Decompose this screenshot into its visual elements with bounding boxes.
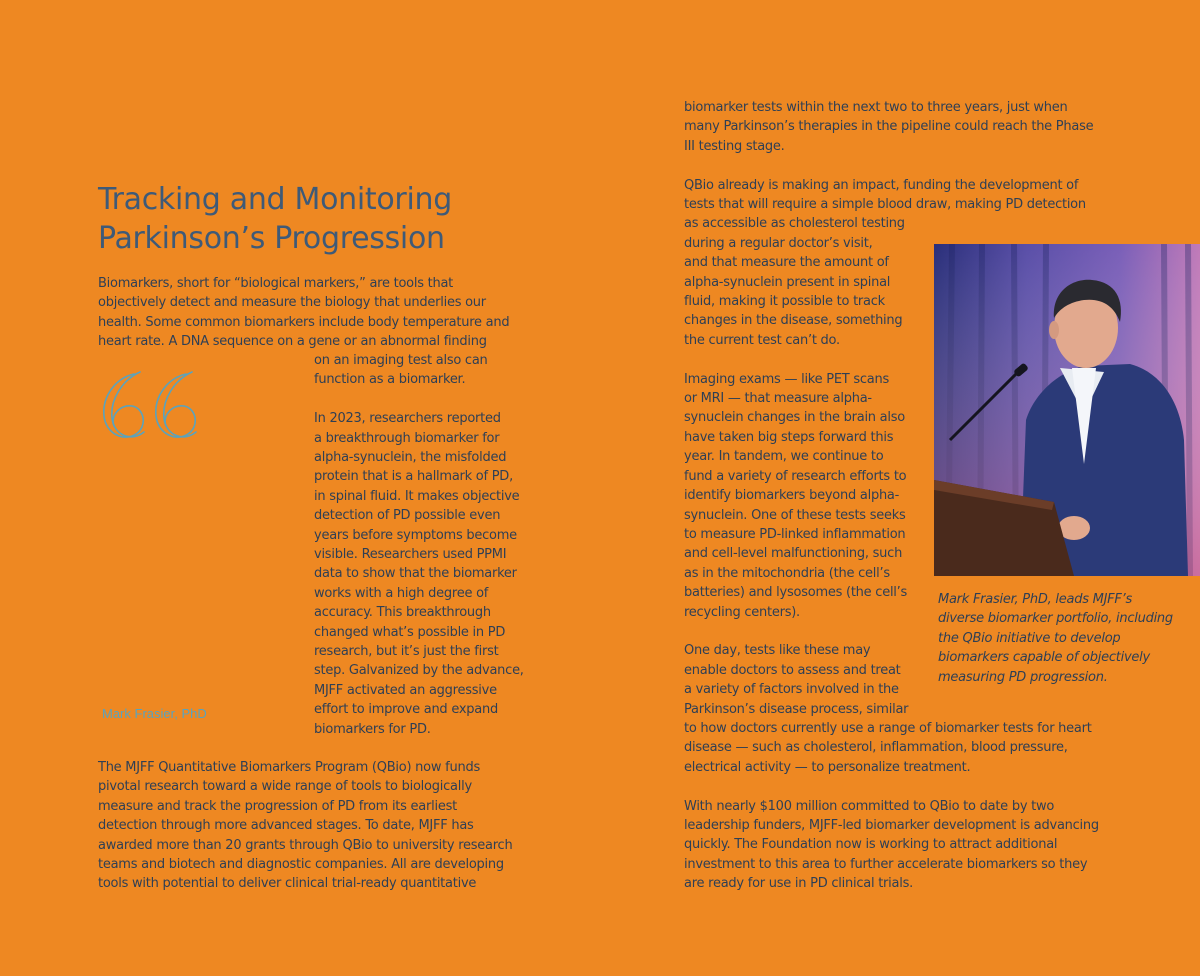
heading-line: Parkinson’s Progression (98, 221, 445, 256)
text-line: biomarker tests within the next two to three years, just when (684, 100, 1068, 115)
text-line: In 2023, researchers reported (314, 411, 501, 427)
text-line: investment to this area to further accelerate biomarkers so they (684, 856, 1088, 872)
inset-paragraph (314, 351, 529, 390)
text-line: protein that is a hallmark of PD, (314, 469, 513, 485)
heading-line: Tracking and Monitoring (98, 182, 452, 217)
text-line: pivotal research toward a wide range of tools to biologically (98, 779, 472, 795)
text-line: the current test can’t do. (684, 332, 840, 348)
text-line: The MJFF Quantitative Biomarkers Program (QBio) now funds (98, 760, 480, 775)
speaker-photo-illustration (934, 244, 1200, 576)
text-line: have taken big steps forward this (684, 429, 894, 445)
text-line: synuclein changes in the brain also (684, 410, 905, 426)
text-line: function as a biomarker. (314, 372, 466, 388)
text-line: many Parkinson’s therapies in the pipeline could reach the Phase (684, 119, 1094, 135)
text-line: heart rate. A DNA sequence on a gene or an abnormal finding (98, 334, 487, 350)
text-line: One day, tests like these may (684, 643, 871, 659)
text-line: MJFF activated an aggressive (314, 682, 497, 698)
text-line: accuracy. This breakthrough (314, 605, 491, 621)
text-line: health. Some common biomarkers include body temperature and (98, 314, 510, 330)
text-line: or MRI — that measure alpha- (684, 391, 872, 407)
text-line: recycling centers). (684, 604, 800, 620)
text-line: years before symptoms become (314, 527, 517, 543)
text-line: synuclein. One of these tests seeks (684, 507, 906, 523)
text-line: data to show that the biomarker (314, 566, 517, 582)
paragraph (684, 797, 1114, 894)
intro-paragraph (98, 274, 528, 352)
pull-quote-attribution: Mark Frasier, PhD (102, 706, 207, 721)
text-line: effort to improve and expand (314, 702, 498, 718)
text-line: teams and biotech and diagnostic companies. All are developing (98, 857, 504, 873)
text-line: fluid, making it possible to track (684, 294, 885, 310)
text-line: as accessible as cholesterol testing (684, 216, 905, 232)
speaker-photo (934, 244, 1200, 576)
text-line: QBio already is making an impact, funding the development of (684, 177, 1079, 193)
text-line: awarded more than 20 grants through QBio to university research (98, 837, 513, 853)
caption-line: diverse biomarker portfolio, including (938, 611, 1173, 627)
text-line: on an imaging test also can (314, 353, 488, 368)
text-line: and cell-level malfunctioning, such (684, 546, 903, 562)
section-heading (98, 180, 518, 258)
text-line: identify biomarkers beyond alpha- (684, 488, 900, 504)
paragraph (684, 98, 1114, 156)
text-line: Biomarkers, short for “biological markers,” are tools that (98, 276, 454, 291)
caption-line: Mark Frasier, PhD, leads MJFF’s (938, 592, 1133, 607)
text-line: detection of PD possible even (314, 508, 501, 524)
text-line: research, but it’s just the first (314, 644, 499, 660)
text-line: a breakthrough biomarker for (314, 430, 500, 446)
text-line: during a regular doctor’s visit, (684, 235, 873, 251)
text-line: to measure PD-linked inflammation (684, 526, 906, 542)
text-line: as in the mitochondria (the cell’s (684, 565, 890, 581)
text-line: fund a variety of research efforts to (684, 468, 907, 484)
text-line: a variety of factors involved in the (684, 682, 899, 698)
text-line: year. In tandem, we continue to (684, 449, 884, 465)
text-line: enable doctors to assess and treat (684, 662, 901, 678)
text-line: tests that will require a simple blood draw, making PD detection (684, 197, 1086, 213)
text-line: in spinal fluid. It makes objective (314, 488, 520, 504)
text-line: Imaging exams — like PET scans (684, 371, 890, 387)
text-line: batteries) and lysosomes (the cell’s (684, 585, 908, 601)
inset-column (314, 351, 529, 739)
text-line: Parkinson’s disease process, similar (684, 701, 909, 717)
text-line: measure and track the progression of PD from its earliest (98, 798, 457, 814)
text-line: quickly. The Foundation now is working to attract additional (684, 837, 1058, 853)
text-line: electrical activity — to personalize treatment. (684, 759, 971, 775)
text-line: are ready for use in PD clinical trials. (684, 876, 913, 892)
inset-paragraph (314, 409, 529, 739)
text-line: disease — such as cholesterol, inflammation, blood pressure, (684, 740, 1068, 756)
text-line: objectively detect and measure the biology that underlies our (98, 295, 486, 311)
text-line: detection through more advanced stages. To date, MJFF has (98, 818, 474, 834)
caption-line: measuring PD progression. (938, 669, 1108, 685)
text-line: alpha-synuclein, the misfolded (314, 450, 507, 466)
text-line: to how doctors currently use a range of biomarker tests for heart (684, 720, 1092, 736)
text-line: alpha-synuclein present in spinal (684, 274, 891, 290)
text-line: leadership funders, MJFF-led biomarker development is advancing (684, 817, 1099, 833)
photo-caption (938, 590, 1188, 687)
text-line: With nearly $100 million committed to QBio to date by two (684, 798, 1055, 814)
caption-line: the QBio initiative to develop (938, 630, 1121, 646)
text-line: changed what’s possible in PD (314, 624, 506, 640)
qbio-paragraph (98, 758, 538, 894)
caption-line: biomarkers capable of objectively (938, 650, 1150, 666)
text-line: visible. Researchers used PPMI (314, 547, 507, 563)
quote-mark-icon (96, 360, 206, 446)
text-line: III testing stage. (684, 138, 785, 154)
text-line: works with a high degree of (314, 585, 489, 601)
text-line: step. Galvanized by the advance, (314, 663, 524, 679)
text-line: changes in the disease, something (684, 313, 903, 329)
text-line: biomarkers for PD. (314, 721, 431, 737)
text-line: and that measure the amount of (684, 255, 889, 271)
text-line: tools with potential to deliver clinical trial-ready quantitative (98, 876, 477, 892)
